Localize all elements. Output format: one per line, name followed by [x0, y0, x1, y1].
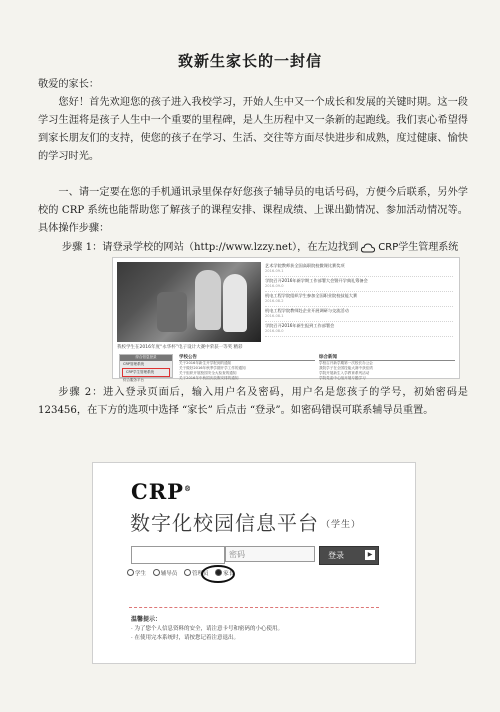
paragraph-welcome: 您好！首先欢迎您的孩子进入我校学习，开始人生中又一个成长和发展的关键时期。这一段学习生涯将是孩子人生中一个重要的里程碑，是人生历程中又一条新的起跑线。我们衷心希望得到家长朋友们的支持，使您的孩子在学习、生活、交往等方面尽快进步和成熟，度过健康、愉快的学习时光。: [38, 97, 468, 162]
arrow-right-icon: ▶: [365, 550, 375, 560]
step2-text: 步骤 2：进入登录页面后，输入用户名及密码，用户名是您孩子的学号，初始密码是 123456，在下方的选项中选择 “家长” 后点击 “登录”。如密码错误可联系辅导员重置。: [38, 387, 468, 416]
paragraph-instructions: 一、请一定要在您的手机通讯录里保存好您孩子辅导员的电话号码，方便今后联系，另外学校的 CRP 系统也能帮助您了解孩子的课程安排、课程成绩、上课出勤情况、参加活动情况等。具体操作步骤：: [38, 187, 468, 234]
news-photo: [117, 262, 261, 342]
divider: [129, 607, 379, 608]
list-item[interactable]: 学院开展新生入学教育系列活动: [319, 371, 370, 375]
news-item[interactable]: 机电工程学院组织学生参加全国职业院校技能大赛 2016-08-2: [265, 292, 453, 307]
login-link[interactable]: 综合服务平台: [123, 378, 144, 382]
step1-line: [62, 238, 482, 256]
website-lower-panel: [113, 348, 459, 382]
announcement-column: 学校公告 关于2016年新生开学报到的通知 关于做好2016年秋季学期开学工作的通知 关于组织开展校园安全大检查的通知 关于2016年中秋国庆放假安排的通知: [179, 354, 315, 381]
login-button[interactable]: 登录 ▶: [319, 546, 379, 565]
role-counselor-radio[interactable]: 辅导员: [153, 571, 178, 577]
list-item[interactable]: 关于组织开展校园安全大检查的通知: [179, 371, 237, 375]
step1-text: 步骤 1：请登录学校的网站（http://www.lzzy.net），在左边找到: [62, 242, 359, 253]
list-item[interactable]: 学院党委中心组开展专题学习: [319, 376, 366, 380]
crp-logo: CRP®: [131, 479, 192, 504]
platform-title: 数字化校园信息平台 （学生）: [130, 511, 362, 535]
website-screenshot: [112, 257, 460, 382]
news-column: 综合新闻 学校召开新学期第一次校长办公会 我院学子在全国技能大赛中获佳绩 学院开展新生入学教育系列活动 学院党委中心组开展专题学习: [319, 354, 455, 381]
role-parent-radio[interactable]: 家长: [215, 571, 234, 577]
list-item[interactable]: 关于2016年新生开学报到的通知: [179, 361, 232, 365]
salutation: 敬爱的家长：: [38, 79, 100, 90]
news-item[interactable]: 艺术学院教师获全国高职院校微课比赛奖项 2016-09-1: [265, 262, 453, 277]
login-screenshot: [92, 462, 416, 664]
letter-title: 致新生家长的一封信: [177, 52, 322, 70]
password-input[interactable]: 密码: [225, 546, 315, 562]
list-item[interactable]: 我院学子在全国技能大赛中获佳绩: [319, 366, 373, 370]
news-item[interactable]: 机电工程学院教师赴企业开展调研与交流活动 2016-08-1: [265, 307, 453, 322]
list-item[interactable]: 关于做好2016年秋季学期开学工作的通知: [179, 366, 246, 370]
highlight-circle: [201, 565, 235, 583]
news-list: [265, 262, 453, 337]
login-link[interactable]: CRP管理系统: [123, 362, 144, 366]
tips-box: 温馨提示： · 为了您个人信息资料的安全，请注意卡号和密码的小心使用。 · 在使用完本系统时，请按您记着注意退出。: [131, 616, 284, 641]
role-admin-radio[interactable]: 管理员: [184, 571, 209, 577]
news-item[interactable]: 学院召开2016年新学期工作部署大会暨开学典礼筹备会 2016-09-0: [265, 277, 453, 292]
list-item[interactable]: 学校召开新学期第一次校长办公会: [319, 361, 373, 365]
news-item[interactable]: 学院召开2016年新生报到工作部署会 2016-08-0: [265, 322, 453, 337]
username-input[interactable]: [131, 546, 225, 564]
crp-login-link[interactable]: CRP学生管理系统: [122, 368, 170, 377]
cloud-icon: [361, 243, 375, 256]
crp-system-name: CRP学生管理系统: [378, 242, 459, 253]
role-student-radio[interactable]: 学生: [127, 571, 146, 577]
login-tile: 综合信息登录 CRP管理系统 CRP学生管理系统 综合服务平台: [119, 354, 173, 378]
list-item[interactable]: 关于2016年中秋国庆放假安排的通知: [179, 376, 239, 380]
photo-caption: 我校学生在2016年度“永华杯”电子设计大赛中荣获一等奖 精彩: [117, 345, 243, 350]
